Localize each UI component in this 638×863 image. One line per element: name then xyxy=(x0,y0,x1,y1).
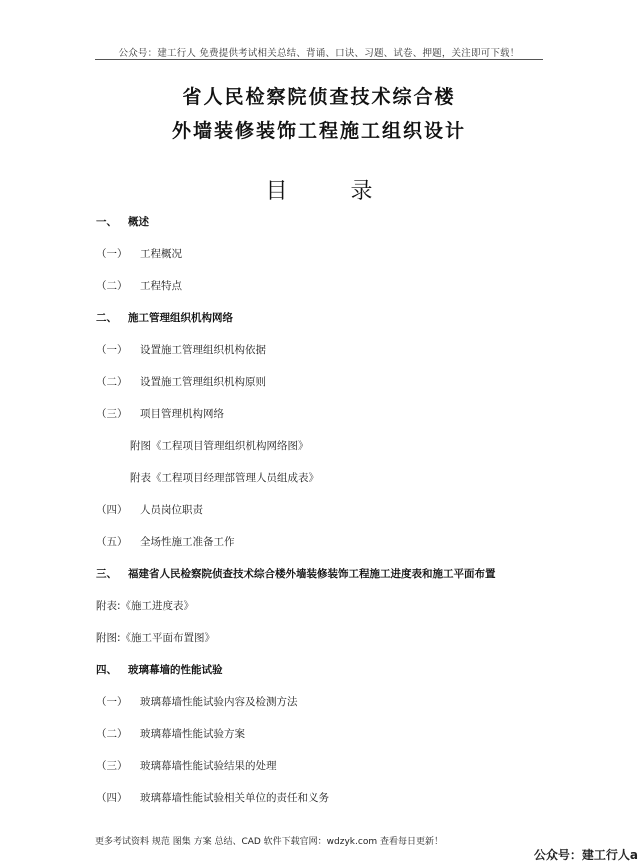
toc-item-number: 三、 xyxy=(96,568,117,580)
watermark: 公众号：建工行人a xyxy=(533,848,638,862)
toc-item-attachment xyxy=(96,598,194,613)
header-divider xyxy=(95,59,543,60)
toc-item-number: （一） xyxy=(96,696,128,708)
toc-item-attachment xyxy=(96,630,215,645)
toc-item-text: 工程概况 xyxy=(140,248,182,260)
toc-item-text: 人员岗位职责 xyxy=(140,504,203,516)
toc-item-text: 附图《工程项目管理组织机构网络图》 xyxy=(130,440,309,452)
toc-item-text: 玻璃幕墙性能试验相关单位的责任和义务 xyxy=(140,792,329,804)
toc-item xyxy=(96,406,224,421)
toc-item-section-2 xyxy=(96,310,233,325)
toc-item-text: 玻璃幕墙的性能试验 xyxy=(128,664,223,676)
toc-item-text: 玻璃幕墙性能试验内容及检测方法 xyxy=(140,696,298,708)
toc-item-text: 玻璃幕墙性能试验结果的处理 xyxy=(140,760,277,772)
toc-item-number: （二） xyxy=(96,376,128,388)
toc-item-attachment xyxy=(130,470,319,485)
toc-item-text: 全场性施工准备工作 xyxy=(140,536,235,548)
toc-item-attachment xyxy=(130,438,309,453)
toc-item-text: 概述 xyxy=(128,216,149,228)
toc-item xyxy=(96,534,235,549)
toc-item-text: 玻璃幕墙性能试验方案 xyxy=(140,728,245,740)
toc-item-text: 项目管理机构网络 xyxy=(140,408,224,420)
toc-item-number: （四） xyxy=(96,792,128,804)
toc-item-text: 福建省人民检察院侦查技术综合楼外墙装修装饰工程施工进度表和施工平面布置 xyxy=(128,568,496,580)
toc-heading: 目 录 xyxy=(265,179,401,204)
toc-item xyxy=(96,278,182,293)
toc-item xyxy=(96,790,329,805)
footer-note: 更多考试资料 规范 图集 方案 总结、CAD 软件下载官网：wdzyk.com 查看每日更新！ xyxy=(95,837,443,847)
toc-item-section-3 xyxy=(96,566,496,581)
toc-item-text: 工程特点 xyxy=(140,280,182,292)
toc-item-number: （一） xyxy=(96,344,128,356)
toc-item-number: （五） xyxy=(96,536,128,548)
toc-item xyxy=(96,726,245,741)
toc-item-text: 附图:《施工平面布置图》 xyxy=(96,632,216,644)
toc-item-section-4 xyxy=(96,662,223,677)
header-note: 公众号：建工行人 免费提供考试相关总结、背诵、口诀、习题、试卷、押题，关注即可下载！ xyxy=(118,48,520,59)
toc-item-text: 附表《工程项目经理部管理人员组成表》 xyxy=(130,472,319,484)
toc-item-number: （二） xyxy=(96,280,128,292)
toc-item-number: （三） xyxy=(96,408,128,420)
toc-item-number: （二） xyxy=(96,728,128,740)
toc-item-section-1 xyxy=(96,214,149,229)
toc-item xyxy=(96,502,203,517)
toc-item xyxy=(96,694,298,709)
toc-item-text: 附表:《施工进度表》 xyxy=(96,600,195,612)
document-title-line1: 省人民检察院侦查技术综合楼 xyxy=(182,86,456,108)
toc-item xyxy=(96,758,277,773)
toc-item-text: 施工管理组织机构网络 xyxy=(128,312,233,324)
toc-item-number: （四） xyxy=(96,504,128,516)
toc-item xyxy=(96,342,266,357)
toc-item-number: （三） xyxy=(96,760,128,772)
document-title-line2: 外墙装修装饰工程施工组织设计 xyxy=(171,120,466,142)
toc-item-number: 四、 xyxy=(96,664,117,676)
toc-item xyxy=(96,246,182,261)
toc-item-number: 二、 xyxy=(96,312,117,324)
toc-item-number: 一、 xyxy=(96,216,117,228)
toc-item-number: （一） xyxy=(96,248,128,260)
toc-item-text: 设置施工管理组织机构原则 xyxy=(140,376,266,388)
toc-item-text: 设置施工管理组织机构依据 xyxy=(140,344,266,356)
toc-item xyxy=(96,374,266,389)
